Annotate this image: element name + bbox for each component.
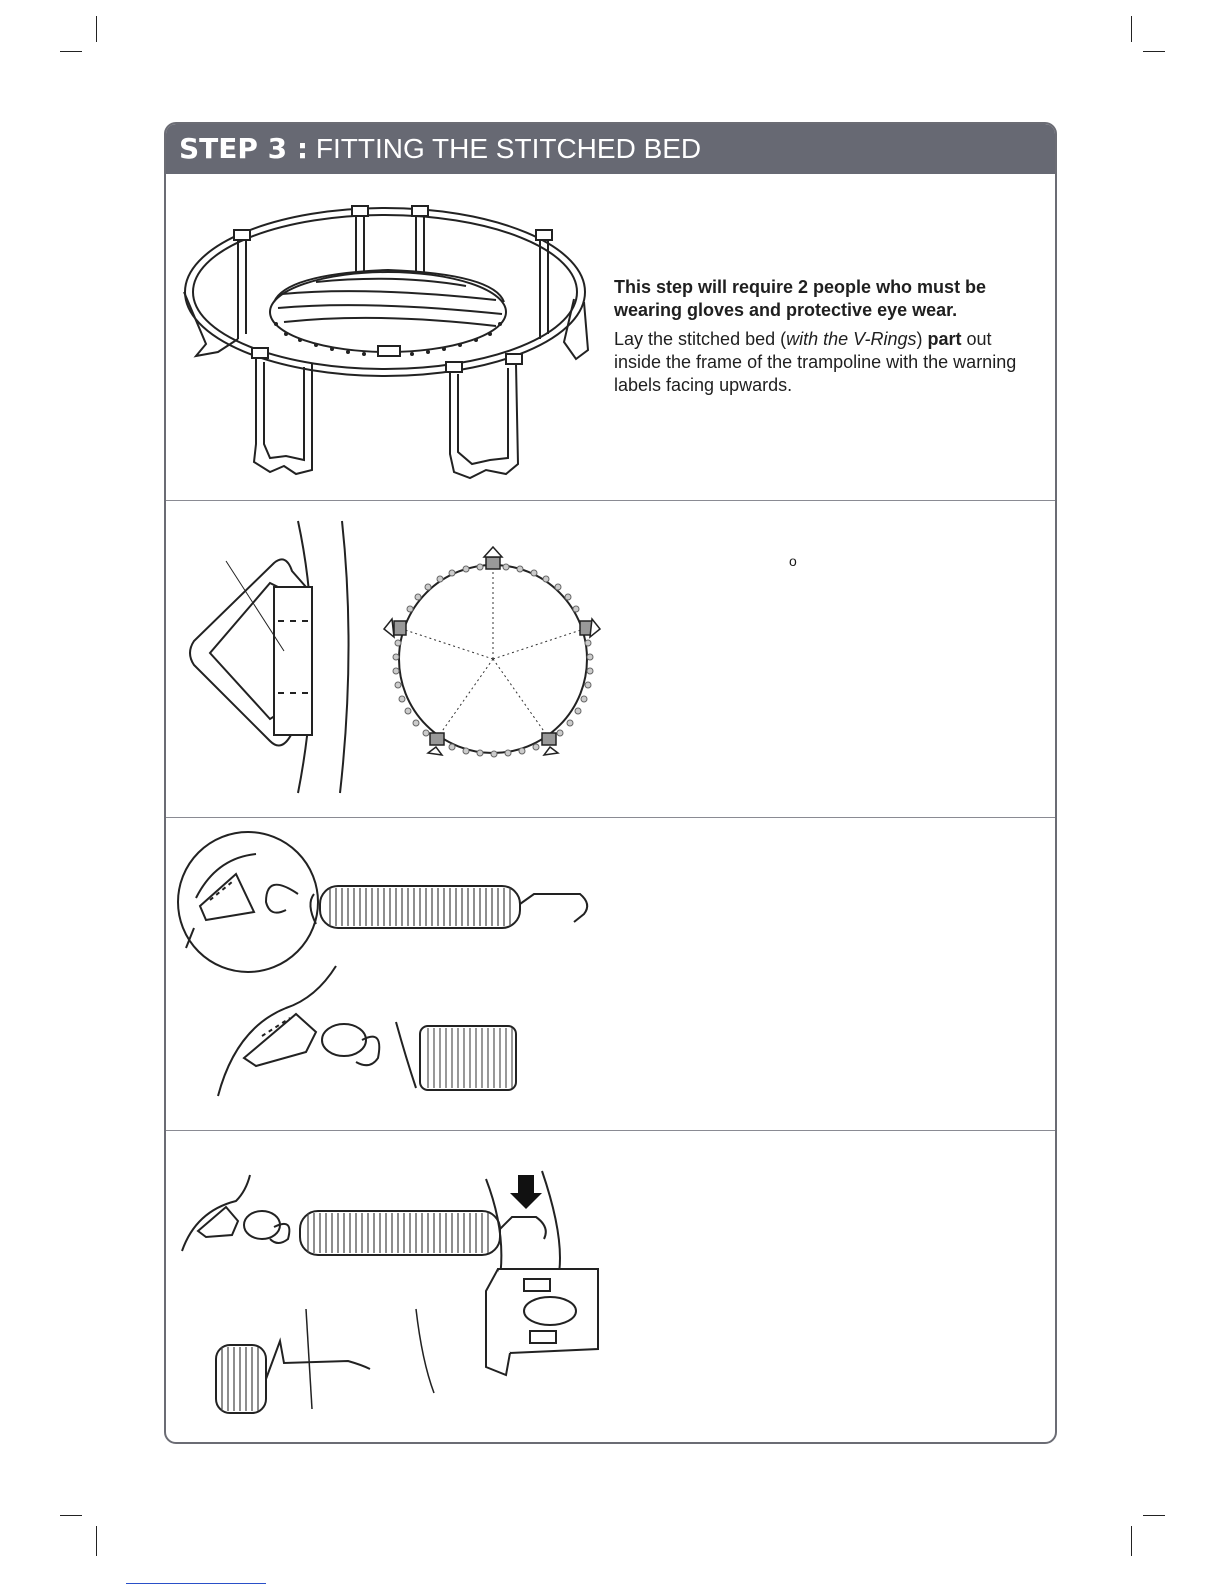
crop-mark [96, 16, 97, 42]
lay-bed-instructions [614, 276, 1034, 397]
trampoline-frame-illustration [166, 174, 606, 500]
footer-link-underline [126, 1583, 266, 1584]
step-number: STEP 3 : [179, 132, 309, 165]
lay-bed-text: Lay the stitched bed (with the V-Rings) part out inside the frame of the trampoline with the warning labels facing upwards. [614, 329, 1017, 395]
crop-mark [1143, 51, 1165, 52]
crop-mark [60, 51, 82, 52]
step-header [166, 124, 1055, 174]
section-v-rings [166, 501, 1055, 817]
down-arrow-icon [510, 1175, 542, 1209]
crop-mark [1143, 1515, 1165, 1516]
step-panel [164, 122, 1057, 1444]
section-attach-spring [166, 818, 1055, 1130]
step-title: FITTING THE STITCHED BED [315, 133, 702, 164]
degree-mark: o [789, 553, 797, 569]
section-spring-to-frame [166, 1131, 1055, 1443]
crop-mark [1131, 16, 1132, 42]
spring-to-frame-illustration [166, 1131, 606, 1443]
crop-mark [1131, 1526, 1132, 1556]
crop-mark [60, 1515, 82, 1516]
safety-warning: This step will require 2 people who must be wearing gloves and protective eye wear. [614, 277, 987, 320]
v-ring-bed-diagram [166, 501, 606, 817]
crop-mark [96, 1526, 97, 1556]
spring-to-v-ring-illustration [166, 818, 606, 1130]
section-lay-bed [166, 174, 1055, 500]
